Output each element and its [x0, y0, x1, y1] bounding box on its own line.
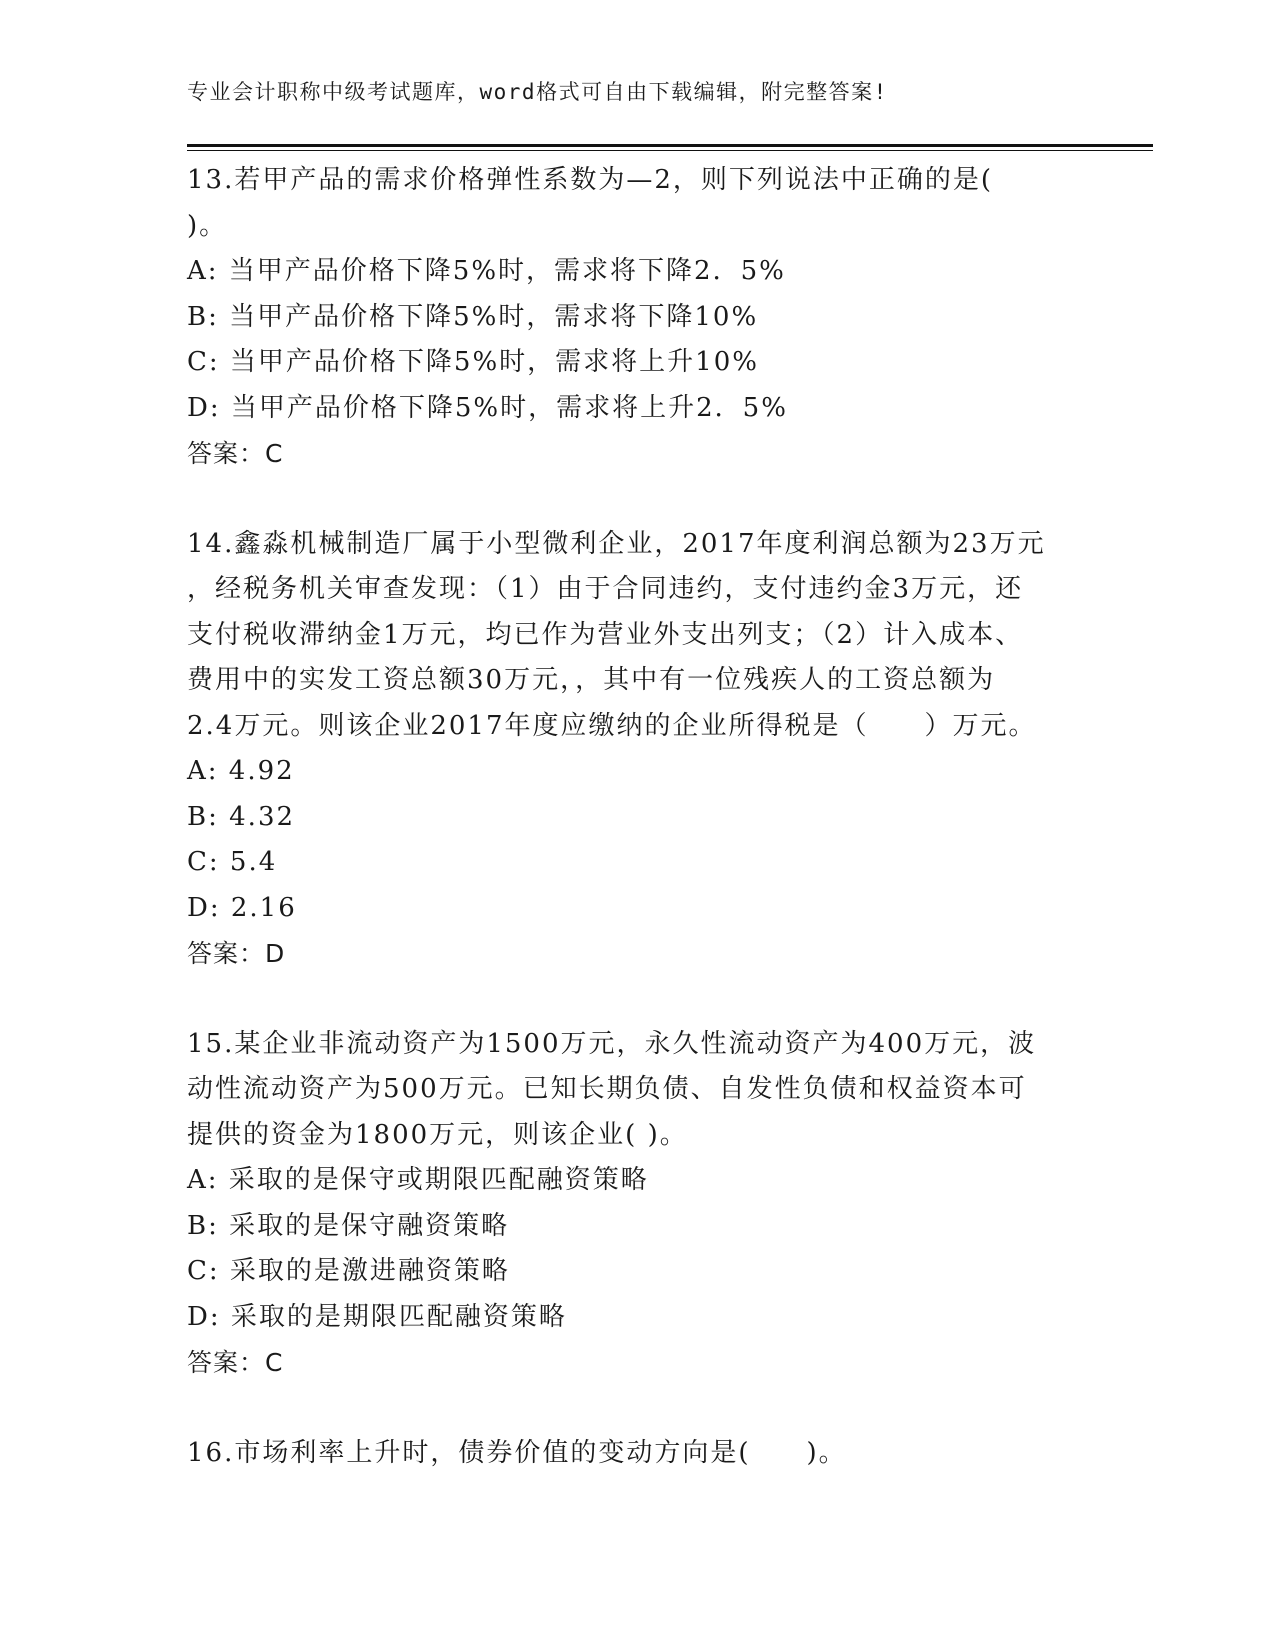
question-text: 2.4万元。则该企业2017年度应缴纳的企业所得税是（ ）万元。 — [187, 710, 1037, 741]
page-header: 专业会计职称中级考试题库，word格式可自由下载编辑，附完整答案! — [187, 80, 888, 104]
option-a: A: 当甲产品价格下降5%时，需求将下降2．5% — [187, 256, 786, 286]
question-text: 13.若甲产品的需求价格弹性系数为—2，则下列说法中正确的是( — [187, 165, 994, 195]
spacer — [187, 977, 1087, 1022]
question-text: 14.鑫淼机械制造厂属于小型微利企业，2017年度利润总额为23万元 — [187, 528, 1046, 559]
question-14 — [187, 522, 1087, 977]
question-text: 支付税收滞纳金1万元，均已作为营业外支出列支；（2）计入成本、 — [187, 619, 1024, 650]
question-list — [187, 158, 1087, 1476]
option-b: B: 采取的是保守融资策略 — [187, 1210, 510, 1241]
answer: 答案：C — [187, 1348, 284, 1377]
option-b: B: 当甲产品价格下降5%时，需求将下降10% — [187, 301, 759, 332]
question-text: ，经税务机关审查发现：（1）由于合同违约，支付违约金3万元，还 — [187, 574, 1024, 604]
answer: 答案：D — [187, 939, 286, 968]
option-d: D: 采取的是期限匹配融资策略 — [187, 1301, 567, 1332]
answer: 答案：C — [187, 439, 284, 468]
option-c: C: 当甲产品价格下降5%时，需求将上升10% — [187, 347, 759, 377]
question-text: 16.市场利率上升时，债券价值的变动方向是( )。 — [187, 1437, 847, 1468]
question-text: )。 — [187, 210, 228, 241]
question-text: 提供的资金为1800万元，则该企业( )。 — [187, 1119, 688, 1150]
question-13 — [187, 158, 1087, 477]
header-rule-thin — [187, 150, 1153, 151]
question-15 — [187, 1022, 1087, 1386]
option-b: B: 4.32 — [187, 801, 296, 832]
header-rule-thick — [187, 144, 1153, 147]
option-a: A: 采取的是保守或期限匹配融资策略 — [187, 1165, 649, 1195]
option-d: D: 2.16 — [187, 892, 297, 923]
question-text: 费用中的实发工资总额30万元，，其中有一位残疾人的工资总额为 — [187, 665, 996, 695]
option-c: C: 采取的是激进融资策略 — [187, 1256, 510, 1286]
option-c: C: 5.4 — [187, 847, 278, 877]
spacer — [187, 477, 1087, 522]
question-text: 15.某企业非流动资产为1500万元，永久性流动资产为400万元，波 — [187, 1028, 1037, 1059]
option-a: A: 4.92 — [187, 756, 295, 786]
spacer — [187, 1386, 1087, 1431]
question-16 — [187, 1431, 1087, 1477]
question-text: 动性流动资产为500万元。已知长期负债、自发性负债和权益资本可 — [187, 1074, 1027, 1104]
option-d: D: 当甲产品价格下降5%时，需求将上升2．5% — [187, 392, 788, 423]
